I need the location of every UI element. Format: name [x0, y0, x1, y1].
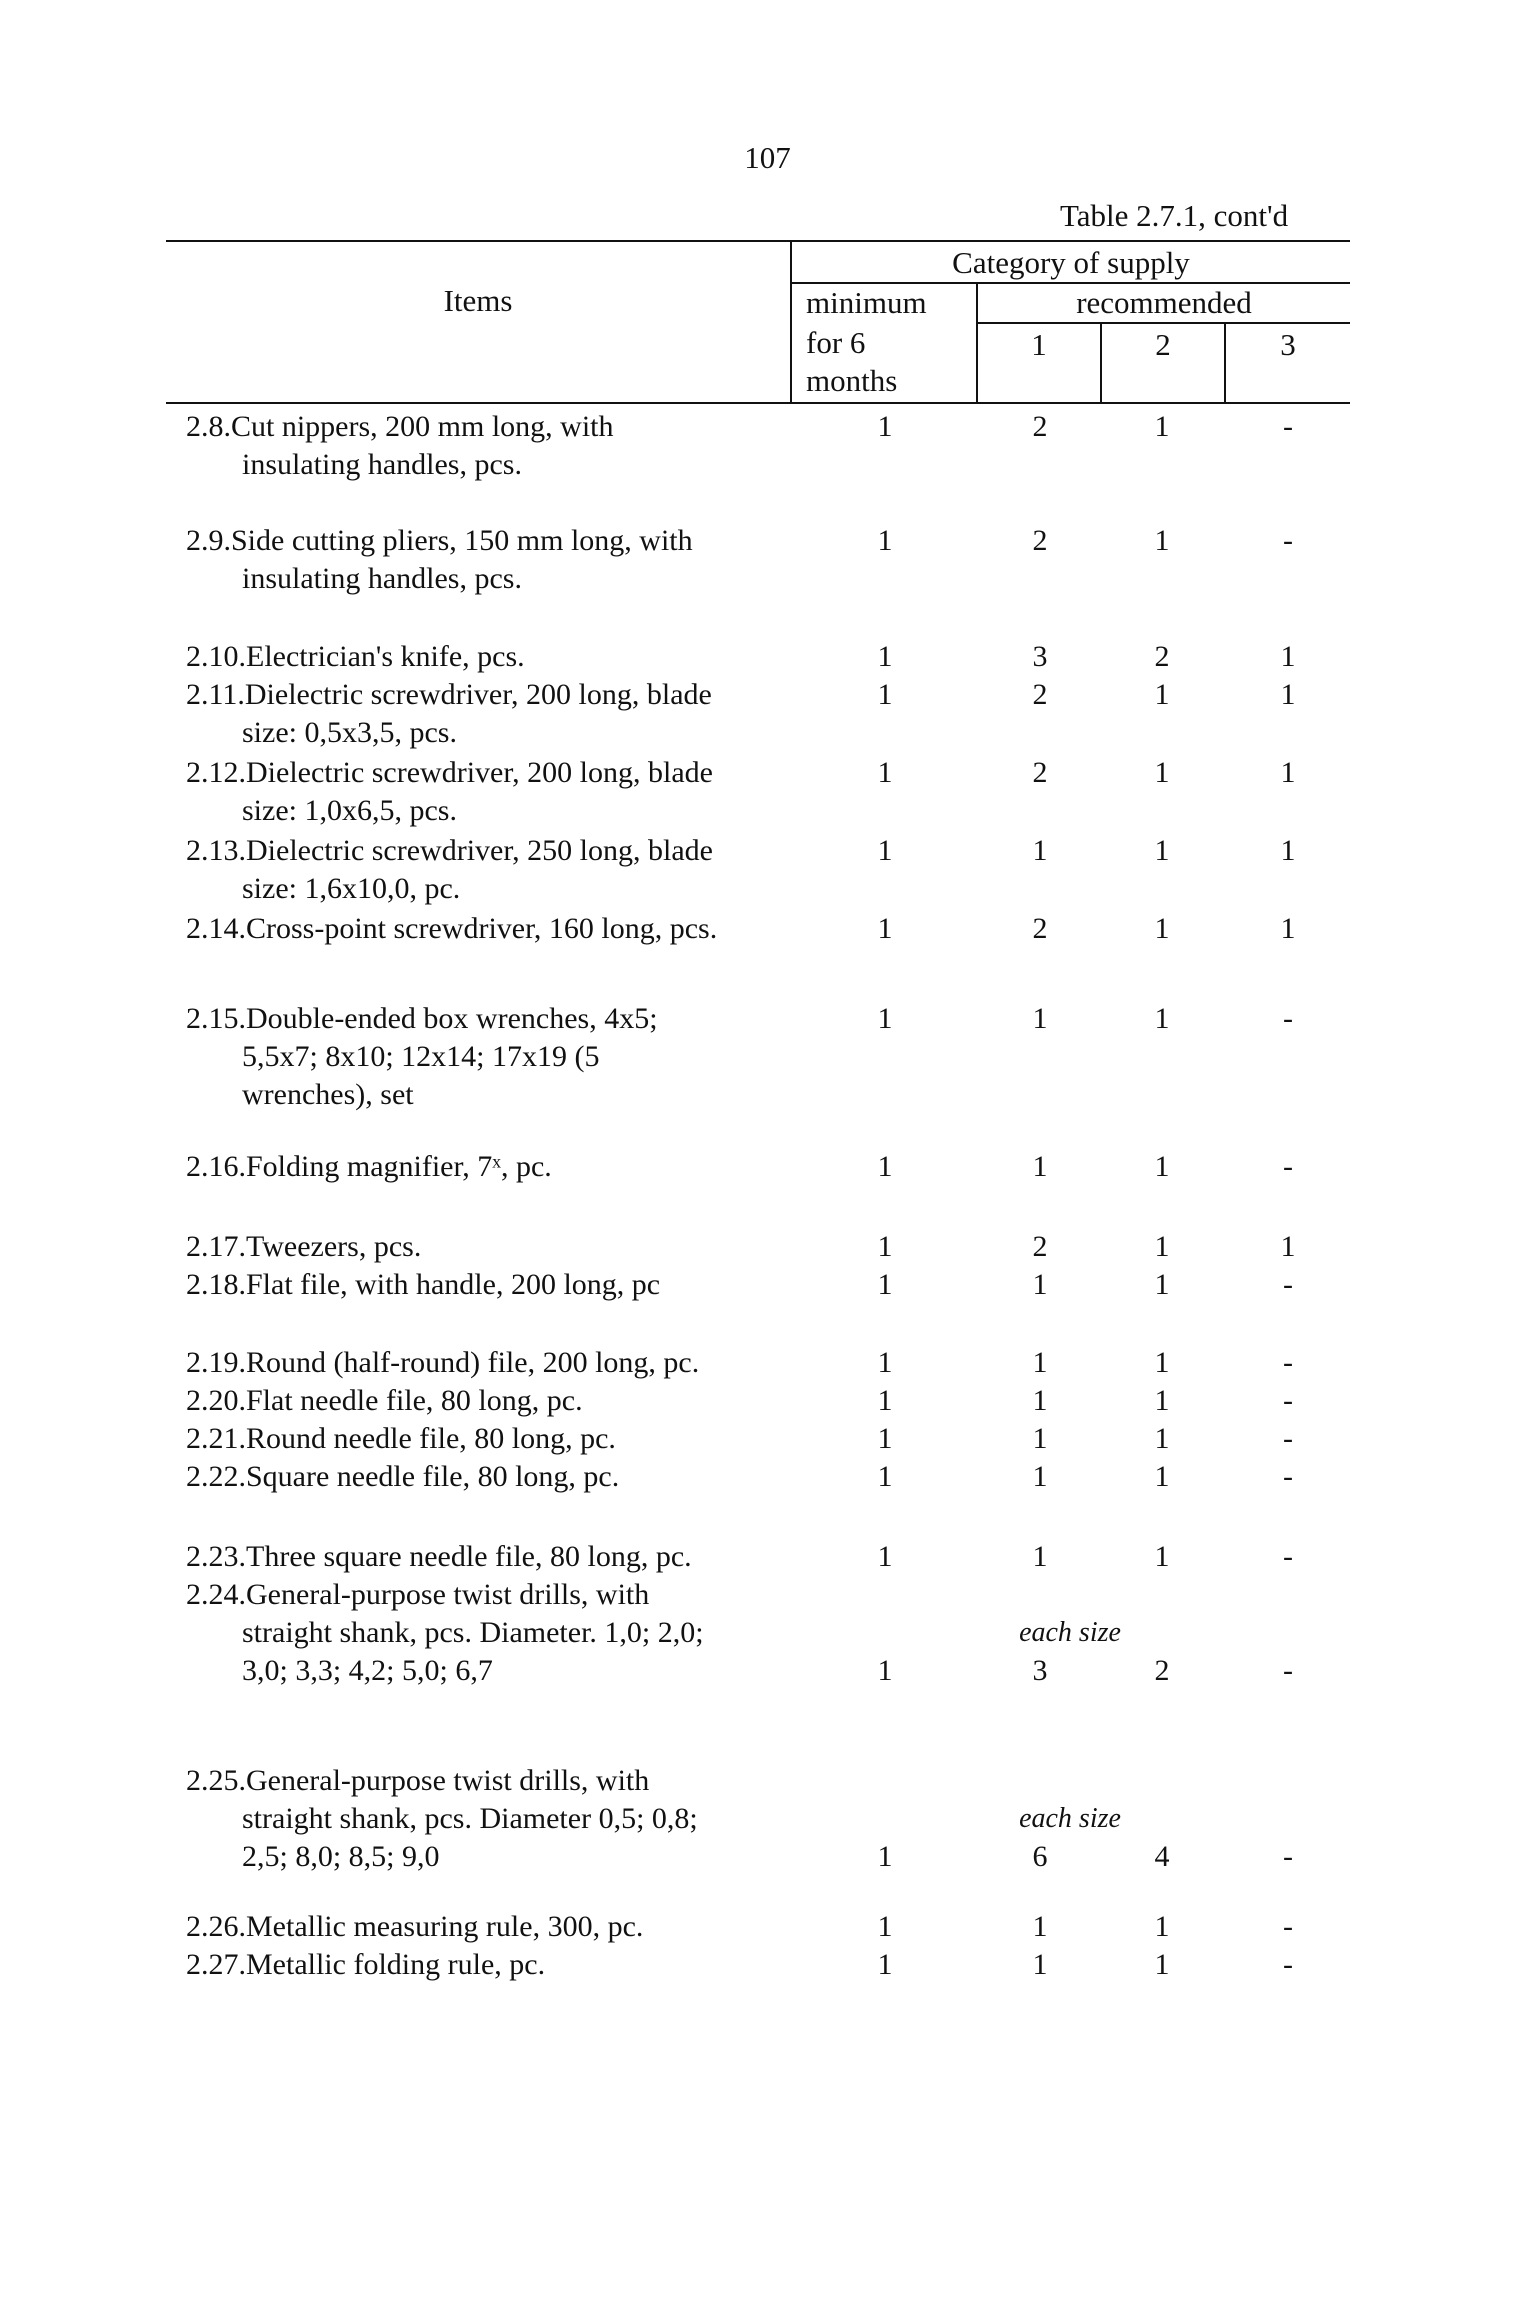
- header-bottom-rule: [166, 402, 1350, 404]
- recommended-1-value: 2: [1032, 756, 1048, 789]
- item-description: [186, 1420, 806, 1458]
- minimum-value: 1: [877, 410, 893, 443]
- recommended-1-value: 3: [1032, 1654, 1048, 1687]
- minimum-value: 1: [877, 756, 893, 789]
- minimum-value: 1: [877, 1840, 893, 1873]
- minimum-value: 1: [877, 1654, 893, 1687]
- recommended-2-value: 1: [1154, 410, 1170, 443]
- recommended-1-value: 1: [1032, 1002, 1048, 1035]
- item-description: [186, 1576, 806, 1690]
- item-line: 2.18.Flat file, with handle, 200 long, pc: [186, 1268, 661, 1301]
- item-description: [186, 1344, 806, 1382]
- minimum-heading: minimum: [806, 285, 927, 320]
- recommended-3-value: -: [1283, 1422, 1293, 1455]
- minimum-value: 1: [877, 678, 893, 711]
- item-line-continued: insulating handles, pcs.: [242, 562, 522, 595]
- recommended-3-value: 1: [1280, 640, 1296, 673]
- minimum-value: 1: [877, 1268, 893, 1301]
- recommended-heading: recommended: [1076, 285, 1252, 320]
- recommended-3-value: -: [1283, 1910, 1293, 1943]
- recommended-1-value: 1: [1032, 1422, 1048, 1455]
- item-description: [186, 1000, 806, 1114]
- item-description: [186, 754, 806, 830]
- recommended-3-value: -: [1283, 1150, 1293, 1183]
- item-line: 2.22.Square needle file, 80 long, pc.: [186, 1460, 620, 1493]
- recommended-2-value: 1: [1154, 1346, 1170, 1379]
- item-line: 2.15.Double-ended box wrenches, 4x5;: [186, 1002, 658, 1035]
- item-line-continued: wrenches), set: [242, 1078, 414, 1111]
- item-line-continued: size: 1,0x6,5, pcs.: [242, 794, 457, 827]
- item-line-continued: 3,0; 3,3; 4,2; 5,0; 6,7: [242, 1654, 493, 1687]
- item-description: [186, 1382, 806, 1420]
- recommended-2-value: 1: [1154, 834, 1170, 867]
- item-line: 2.11.Dielectric screwdriver, 200 long, blade: [186, 678, 712, 711]
- item-line-continued: straight shank, pcs. Diameter 0,5; 0,8;: [242, 1802, 698, 1835]
- recommended-1-value: 1: [1032, 1948, 1048, 1981]
- recommended-1-value: 1: [1032, 1150, 1048, 1183]
- recommended-3-value: 1: [1280, 1230, 1296, 1263]
- recommended-2-value: 1: [1154, 912, 1170, 945]
- recommended-2-value: 2: [1154, 640, 1170, 673]
- recommended-rule: [976, 322, 1350, 324]
- item-line: 2.21.Round needle file, 80 long, pc.: [186, 1422, 616, 1455]
- recommended-1-value: 1: [1032, 1268, 1048, 1301]
- rec-col-2-heading: 2: [1155, 327, 1171, 362]
- recommended-1-value: 2: [1032, 524, 1048, 557]
- item-description: [186, 522, 806, 598]
- minimum-value: 1: [877, 1540, 893, 1573]
- item-description: [186, 1762, 806, 1876]
- item-line: 2.14.Cross-point screwdriver, 160 long, pcs.: [186, 912, 718, 945]
- recommended-3-value: 1: [1280, 756, 1296, 789]
- recommended-3-value: 1: [1280, 834, 1296, 867]
- recommended-1-value: 2: [1032, 678, 1048, 711]
- item-line: 2.16.Folding magnifier, 7ˣ, pc.: [186, 1150, 552, 1183]
- recommended-3-value: -: [1283, 1948, 1293, 1981]
- recommended-1-value: 2: [1032, 1230, 1048, 1263]
- item-description: [186, 1266, 806, 1304]
- minimum-value: 1: [877, 834, 893, 867]
- item-description: [186, 1458, 806, 1496]
- recommended-3-value: 1: [1280, 912, 1296, 945]
- minimum-value: 1: [877, 640, 893, 673]
- recommended-3-value: -: [1283, 1384, 1293, 1417]
- each-size-note: each size: [1019, 1803, 1121, 1834]
- for6-heading: for 6: [806, 325, 866, 360]
- minimum-value: 1: [877, 1422, 893, 1455]
- table-caption: Table 2.7.1, cont'd: [1060, 198, 1289, 233]
- item-line: 2.27.Metallic folding rule, pc.: [186, 1948, 546, 1981]
- item-line-continued: 5,5x7; 8x10; 12x14; 17x19 (5: [242, 1040, 600, 1073]
- item-line: 2.8.Cut nippers, 200 mm long, with: [186, 410, 614, 443]
- item-line: 2.13.Dielectric screwdriver, 250 long, blade: [186, 834, 713, 867]
- each-size-note: each size: [1019, 1617, 1121, 1648]
- recommended-1-value: 1: [1032, 1910, 1048, 1943]
- recommended-2-value: 2: [1154, 1654, 1170, 1687]
- recommended-1-value: 2: [1032, 410, 1048, 443]
- minimum-value: 1: [877, 912, 893, 945]
- recommended-2-value: 1: [1154, 1150, 1170, 1183]
- rec-col-3-heading: 3: [1280, 327, 1296, 362]
- category-heading: Category of supply: [952, 245, 1190, 280]
- minimum-value: 1: [877, 1346, 893, 1379]
- item-line: 2.24.General-purpose twist drills, with: [186, 1578, 650, 1611]
- recommended-2-value: 4: [1154, 1840, 1170, 1873]
- recommended-3-value: 1: [1280, 678, 1296, 711]
- minimum-value: 1: [877, 1384, 893, 1417]
- recommended-3-value: -: [1283, 1460, 1293, 1493]
- recommended-2-value: 1: [1154, 1460, 1170, 1493]
- item-line-continued: straight shank, pcs. Diameter. 1,0; 2,0;: [242, 1616, 704, 1649]
- recommended-1-value: 2: [1032, 912, 1048, 945]
- recommended-1-value: 1: [1032, 1346, 1048, 1379]
- recommended-2-value: 1: [1154, 524, 1170, 557]
- minimum-value: 1: [877, 1230, 893, 1263]
- recommended-2-value: 1: [1154, 1948, 1170, 1981]
- recommended-3-value: -: [1283, 1002, 1293, 1035]
- recommended-2-value: 1: [1154, 1268, 1170, 1301]
- item-line: 2.17.Tweezers, pcs.: [186, 1230, 422, 1263]
- item-line: 2.20.Flat needle file, 80 long, pc.: [186, 1384, 583, 1417]
- page-number: 107: [744, 140, 791, 175]
- item-description: [186, 1946, 806, 1984]
- item-line-continued: size: 0,5x3,5, pcs.: [242, 716, 457, 749]
- recommended-1-value: 3: [1032, 640, 1048, 673]
- items-heading: Items: [443, 283, 513, 318]
- item-line-continued: size: 1,6x10,0, pc.: [242, 872, 461, 905]
- item-description: [186, 1538, 806, 1576]
- minimum-value: 1: [877, 524, 893, 557]
- recommended-2-value: 1: [1154, 1422, 1170, 1455]
- minimum-value: 1: [877, 1910, 893, 1943]
- recommended-1-value: 1: [1032, 1460, 1048, 1493]
- minimum-value: 1: [877, 1002, 893, 1035]
- rec-col-1-heading: 1: [1031, 327, 1047, 362]
- item-line: 2.19.Round (half-round) file, 200 long, pc.: [186, 1346, 700, 1379]
- months-heading: months: [806, 363, 898, 398]
- recommended-2-value: 1: [1154, 678, 1170, 711]
- item-description: [186, 1908, 806, 1946]
- recommended-2-value: 1: [1154, 1910, 1170, 1943]
- recommended-2-value: 1: [1154, 1230, 1170, 1263]
- recommended-3-value: -: [1283, 1654, 1293, 1687]
- item-line: 2.26.Metallic measuring rule, 300, pc.: [186, 1910, 644, 1943]
- recommended-1-value: 1: [1032, 1384, 1048, 1417]
- item-description: [186, 832, 806, 908]
- recommended-1-value: 1: [1032, 834, 1048, 867]
- item-line: 2.10.Electrician's knife, pcs.: [186, 640, 525, 673]
- recommended-3-value: -: [1283, 1268, 1293, 1301]
- recommended-3-value: -: [1283, 1840, 1293, 1873]
- header-top-rule: [166, 240, 1350, 242]
- item-description: [186, 408, 806, 484]
- recommended-2-value: 1: [1154, 1002, 1170, 1035]
- item-description: [186, 1228, 806, 1266]
- recommended-1-value: 1: [1032, 1540, 1048, 1573]
- recommended-3-value: -: [1283, 1540, 1293, 1573]
- item-description: [186, 1148, 806, 1186]
- recommended-2-value: 1: [1154, 1540, 1170, 1573]
- recommended-1-value: 6: [1032, 1840, 1048, 1873]
- item-description: [186, 910, 806, 948]
- recommended-3-value: -: [1283, 410, 1293, 443]
- recommended-2-value: 1: [1154, 756, 1170, 789]
- item-line: 2.9.Side cutting pliers, 150 mm long, with: [186, 524, 693, 557]
- item-line: 2.12.Dielectric screwdriver, 200 long, blade: [186, 756, 713, 789]
- minimum-value: 1: [877, 1948, 893, 1981]
- recommended-2-value: 1: [1154, 1384, 1170, 1417]
- recommended-3-value: -: [1283, 524, 1293, 557]
- minimum-value: 1: [877, 1150, 893, 1183]
- minimum-value: 1: [877, 1460, 893, 1493]
- item-description: [186, 676, 806, 752]
- item-line: 2.23.Three square needle file, 80 long, pc.: [186, 1540, 692, 1573]
- recommended-3-value: -: [1283, 1346, 1293, 1379]
- item-line-continued: 2,5; 8,0; 8,5; 9,0: [242, 1840, 440, 1873]
- item-line-continued: insulating handles, pcs.: [242, 448, 522, 481]
- item-line: 2.25.General-purpose twist drills, with: [186, 1764, 650, 1797]
- item-description: [186, 638, 806, 676]
